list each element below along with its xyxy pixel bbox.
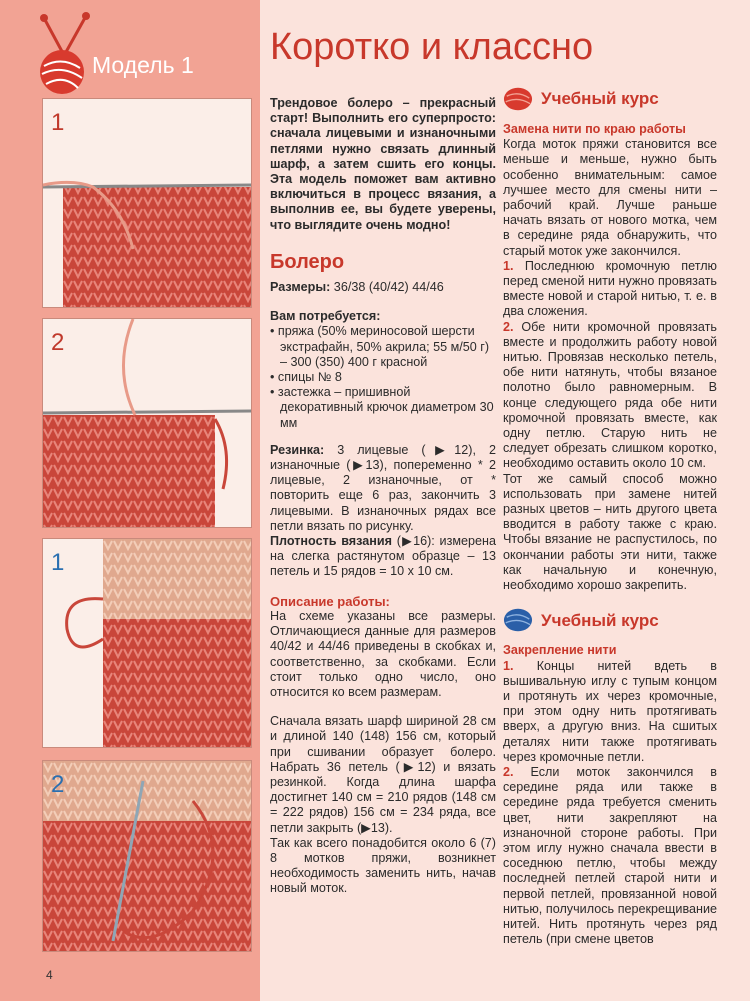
knitting-swatch-image <box>43 99 251 307</box>
middle-column <box>270 96 496 897</box>
page-number: 4 <box>46 968 53 982</box>
step-number: 1 <box>51 109 65 136</box>
right-column <box>503 84 717 947</box>
course-paragraph: Когда моток пряжи становится все меньше и меньше, нужно быть особенно внимательным: самое лучшее место для смены нити – рабочий край. Лучше раньше начать вязать от нового мотка, чем в середине ряда обнаружить, что старый моток уже закончился. <box>503 137 717 258</box>
step-number: 1 <box>51 549 65 576</box>
sizes-value: 36/38 (40/42) 44/46 <box>330 280 444 295</box>
step-number: 2. <box>503 319 514 334</box>
course-label: Учебный курс <box>541 89 659 109</box>
intro-text: Трендовое болеро – прекрасный старт! Выполнить его суперпросто: сначала лицевыми и изнаночными петлями нужно связать длинный шарф, а затем сшить его концы. Эта модель поможет вам активно включиться в процесс вязания, а выполнив ее, вы будете уверены, что выглядите очень модно! <box>270 96 496 232</box>
model-label: Модель 1 <box>92 52 194 78</box>
step-number: 1. <box>503 258 514 273</box>
gauge-text: (▶16): измерена на слегка растянутом образце – 13 петель и 15 рядов = 10 х 10 см. <box>270 534 496 579</box>
knitting-swatch-image <box>43 319 251 527</box>
bolero-heading: Болеро <box>270 250 345 273</box>
list-item: • пряжа (50% мериносовой шерсти экстрафайн, 50% акрила; 55 м/50 г) – 300 (350) 400 г красной <box>270 324 490 369</box>
red-yarn-ball-icon <box>503 86 533 112</box>
description-heading: Описание работы: <box>270 593 390 609</box>
knitting-swatch-image <box>43 539 251 747</box>
knitting-swatch-image <box>43 761 251 951</box>
gauge-label: Плотность вязания <box>270 534 392 549</box>
course-subheading: Замена нити по краю работы <box>503 122 686 136</box>
course-paragraph: Если моток закончился в середине ряда или также в середине ряда требуется сменить цвет, нити закрепляют на изнаночной стороне работы. При этом иглу нужно сначала ввести в соседнюю петлю, чтобы между последней петлей старой нити и первой петлей, провязанной новой нитью, получилось перекрещивание нитей. Нить протянуть через ряд петель (при смене цветов <box>503 764 717 947</box>
course-subheading: Закрепление нити <box>503 643 617 658</box>
list-item: • спицы № 8 <box>270 370 342 385</box>
description-paragraph: Сначала вязать шарф шириной 28 см и длиной 140 (148) 156 см, который при сшивании образует болеро. Набрать 36 петель (▶12) и вязать резинкой. Когда длина шарфа достигнет 140 см = 210 рядов (148 см = 222 рядов) 156 см = 234 ряда, все петли закрыть (▶13). <box>270 714 496 835</box>
requirements-list <box>270 324 496 430</box>
list-item: • застежка – пришивной декоративный крючок диаметром 30 мм <box>270 385 494 430</box>
course-header <box>503 605 717 635</box>
rib-text: 3 лицевые (▶12), 2 изнаночные (▶13), попеременно * 2 лицевые, 2 изнаночные, от * повторить еще 6 раз, закончить 3 лицевыми. В изнаночных рядах все петли вязать по рисунку. <box>270 442 496 533</box>
step-number: 2 <box>51 771 65 798</box>
course-header <box>503 84 717 114</box>
course-paragraph: Обе нити кромочной провязать вместе и продолжить работу новой нитью. Провязав несколько петель, обе нити натянуть, чтобы вязаное полотно было равномерным. В конце следующего ряда обе нити кромочной провязать вместе, как одну петлю. Старую нить не следует обрезать слишком коротко, необходимо оставить около 10 см. <box>503 319 717 471</box>
yarn-ball-logo-icon <box>34 8 94 96</box>
description-paragraph: На схеме указаны все размеры. Отличающиеся данные для размеров 40/42 и 44/46 приведены в скобках и, соответственно, за скобками. Если стоит только одно число, оно относится ко всем размерам. <box>270 608 496 699</box>
sizes-label: Размеры: <box>270 280 331 295</box>
course-paragraph: Концы нитей вдеть в вышивальную иглу с тупым концом и протянуть их через кромочные, при этом одну нить протягивать вверх, а другую вниз. На сшитых деталях нити также протягивать через кромочные петли. <box>503 658 717 764</box>
step-number: 2 <box>51 329 65 356</box>
need-label: Вам потребуется: <box>270 309 381 324</box>
course-paragraph: Последнюю кромочную петлю перед сменой нити нужно провязать вместе новой и старой нитью, т. е. в два сложения. <box>503 258 717 319</box>
step-number: 1. <box>503 658 514 673</box>
knitting-photo-1 <box>42 98 252 308</box>
knitting-photo-4 <box>42 760 252 952</box>
step-number: 2. <box>503 764 514 779</box>
course-label: Учебный курс <box>541 610 659 630</box>
blue-yarn-ball-icon <box>503 607 533 633</box>
rib-label: Резинка: <box>270 442 325 457</box>
knitting-photo-2 <box>42 318 252 528</box>
knitting-photo-3 <box>42 538 252 748</box>
page-title: Коротко и классно <box>270 26 594 68</box>
description-paragraph: Так как всего понадобится около 6 (7) 8 мотков пряжи, возникнет необходимость заменить нить, начав новый моток. <box>270 835 496 896</box>
course-paragraph: Тот же самый способ можно использовать при замене нитей разных цветов – нить другого цвета вводится в работу также с краю. Чтобы вязание не распустилось, по окончании работы эти нити, также как начальную и конечную, необходимо хорошо закрепить. <box>503 471 717 593</box>
